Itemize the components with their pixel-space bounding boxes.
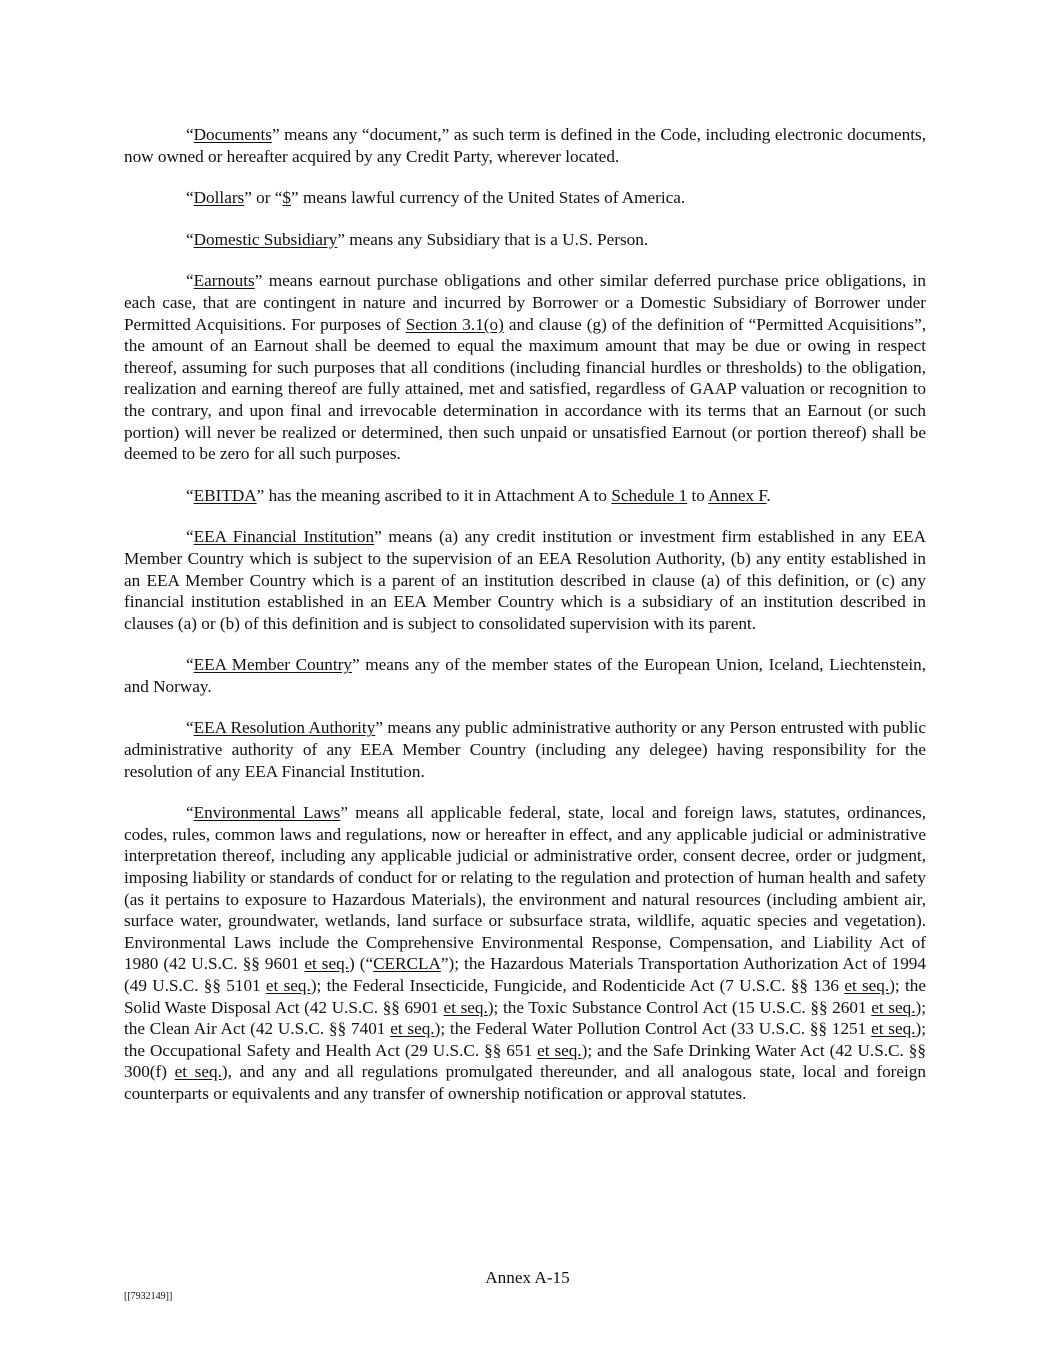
definition-environmental-laws <box>124 802 926 1104</box>
definition-text: ); and the Safe Drinking Water Act (42 U.S.C. §§ 300(f) <box>124 1040 926 1082</box>
definition-text: ” means any “document,” as such term is defined in the Code, including electronic documents, now owned or hereafter acquired by any Credit Party, wherever located. <box>124 125 926 166</box>
definition-text: “ <box>186 527 194 547</box>
defined-term: Environmental Laws <box>193 803 341 823</box>
definition-text: ); the Clean Air Act (42 U.S.C. §§ 7401 <box>124 997 926 1039</box>
definition-text: “ <box>186 271 194 291</box>
defined-term: Documents <box>193 125 272 144</box>
cross-reference: et seq. <box>390 1019 435 1039</box>
definition-text: ” or “ <box>244 188 283 208</box>
definition-text: ” means earnout purchase obligations and other similar deferred purchase price obligations, in each case, that are contingent in nature and incurred by Borrower or a Domestic Subsidiary of Borrower under Permitted Acquisitions. For purposes of <box>124 271 926 334</box>
definition-text: “ <box>186 655 194 675</box>
definition-text: ” means all applicable federal, state, local and foreign laws, statutes, ordinances, codes, rules, common laws and regulations, now or hereafter in effect, and any applicable judicial or administrative interpretation thereof, including any applicable judicial or administrative order, consent decree, order or judgment, imposing liability or standards of conduct for or relating to the regulation and protection of human health and safety (as it pertains to exposure to Hazardous Materials), the environment and natural resources (including ambient air, surface water, groundwater, wetlands, land surface or subsurface strata, wildlife, aquatic species and vegetation). Environmental Laws include the Comprehensive Environmental Response, Compensation, and Liability Act of 1980 (42 U.S.C. §§ 9601 <box>124 803 926 974</box>
cross-reference: et seq. <box>265 976 311 995</box>
definition-text: ), and any and all regulations promulgated thereunder, and all analogous state, local and foreign counterparts or equivalents and any transfer of ownership notification or approval statutes. <box>124 1062 926 1103</box>
page-number: Annex A-15 <box>485 1268 570 1287</box>
definition-text: “ <box>186 125 194 144</box>
definition-earnouts <box>124 270 926 464</box>
cross-reference: et seq. <box>304 954 349 974</box>
definition-ebitda <box>124 485 926 507</box>
definition-text: ”); the Hazardous Materials Transportation Authorization Act of 1994 (49 U.S.C. §§ 5101 <box>124 954 926 995</box>
cross-reference: Section 3.1(o) <box>405 314 504 334</box>
definition-eea-resolution-authority <box>124 717 926 782</box>
definition-documents <box>124 124 926 167</box>
cross-reference: et seq. <box>174 1062 222 1082</box>
document-id: [[7932149]] <box>124 1291 173 1302</box>
cross-reference: $ <box>282 188 292 208</box>
definition-text: ” means (a) any credit institution or investment firm established in any EEA Member Country which is subject to the supervision of an EEA Resolution Authority, (b) any entity established in an EEA Member Country which is a parent of an institution described in clause (a) of this definition, or (c) any financial institution established in an EEA Member Country which is a subsidiary of an institution described in clauses (a) or (b) of this definition and is subject to consolidated supervision with its parent. <box>124 527 926 633</box>
definition-text: ” means any Subsidiary that is a U.S. Person. <box>337 229 649 249</box>
defined-term: Earnouts <box>193 271 255 291</box>
definition-eea-financial-institution <box>124 526 926 634</box>
definition-text: ); the Occupational Safety and Health Act (29 U.S.C. §§ 651 <box>124 1019 926 1060</box>
definitions-body <box>124 124 926 1125</box>
definition-text: “ <box>186 188 194 208</box>
definition-text: ); the Solid Waste Disposal Act (42 U.S.C. §§ 6901 <box>124 976 926 1017</box>
cross-reference: Annex F <box>708 485 767 505</box>
definition-eea-member-country <box>124 654 926 697</box>
definition-text: ” means any public administrative authority or any Person entrusted with public administrative authority of any EEA Member Country (including any delegee) having responsibility for the resolution of any EEA Financial Institution. <box>124 718 926 781</box>
cross-reference: et seq. <box>871 997 916 1017</box>
definition-text: ” means any of the member states of the European Union, Iceland, Liechtenstein, and Norway. <box>124 655 926 696</box>
cross-reference: et seq. <box>443 997 488 1017</box>
definition-text: ); the Federal Water Pollution Control Act (33 U.S.C. §§ 1251 <box>434 1019 872 1039</box>
defined-term: Domestic Subsidiary <box>193 229 338 249</box>
definition-text: and clause (g) of the definition of “Permitted Acquisitions”, the amount of an Earnout shall be deemed to equal the maximum amount that may be due or owing in respect thereof, assuming for such purposes that all conditions (including financial hurdles or thresholds) to the obligation, realization and earning thereof are fully attained, met and satisfied, regardless of GAAP valuation or recognition to the contrary, and upon final and irrevocable determination in accordance with its terms that an Earnout (or such portion) will never be realized or determined, then such unpaid or unsatisfied Earnout (or portion thereof) shall be deemed to be zero for all such purposes. <box>124 314 926 464</box>
definition-text: “ <box>186 718 194 738</box>
defined-term: Dollars <box>193 188 245 208</box>
cross-reference: et seq. <box>844 976 890 995</box>
definition-text: . <box>766 485 771 505</box>
defined-term: EBITDA <box>193 485 257 505</box>
definition-text: ” has the meaning ascribed to it in Attachment A to <box>256 485 612 505</box>
definition-text: “ <box>186 229 194 249</box>
definition-text: ” means lawful currency of the United States of America. <box>291 188 686 208</box>
defined-term: EEA Member Country <box>193 655 352 675</box>
cross-reference: CERCLA <box>373 954 441 974</box>
definition-dollars <box>124 187 926 209</box>
defined-term: EEA Financial Institution <box>193 527 375 547</box>
cross-reference: Schedule 1 <box>611 485 688 505</box>
definition-domestic-subsidiary <box>124 229 926 251</box>
definition-text: “ <box>186 485 194 505</box>
definition-text: ); the Federal Insecticide, Fungicide, and Rodenticide Act (7 U.S.C. §§ 136 <box>310 976 845 995</box>
cross-reference: et seq. <box>537 1040 582 1060</box>
definition-text: to <box>687 485 709 505</box>
definition-text: ); the Toxic Substance Control Act (15 U.S.C. §§ 2601 <box>487 997 872 1017</box>
definition-text: ) (“ <box>348 954 374 974</box>
definition-text: “ <box>186 803 194 823</box>
cross-reference: et seq. <box>871 1019 916 1039</box>
defined-term: EEA Resolution Authority <box>193 718 376 738</box>
